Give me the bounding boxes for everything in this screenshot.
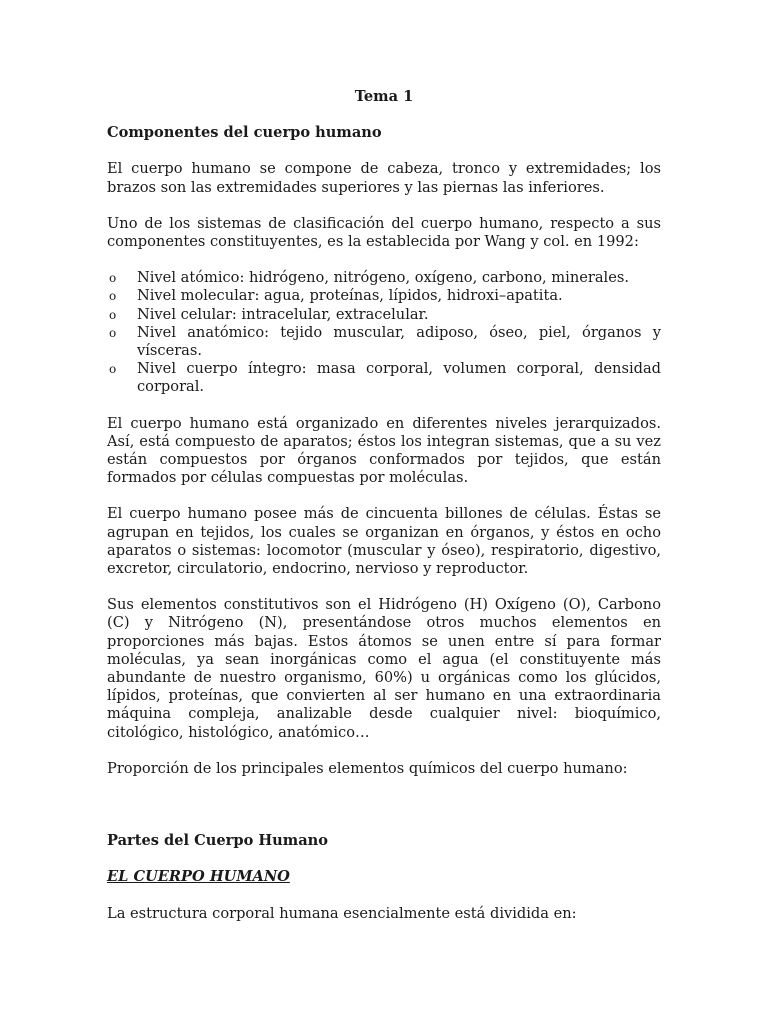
section-heading-parts: Partes del Cuerpo Humano — [107, 832, 329, 850]
section-heading-human-body: EL CUERPO HUMANO — [107, 868, 290, 886]
paragraph-classification: Uno de los sistemas de clasificación del cuerpo humano, respecto a sus componentes constituyentes, es la establecida por Wang y col. en 1992: — [107, 214, 661, 251]
document-title: Tema 1 — [354, 88, 414, 105]
paragraph-proportion: Proporción de los principales elementos químicos del cuerpo humano: — [107, 759, 628, 777]
levels-list — [107, 269, 661, 396]
paragraph-elements: Sus elementos constitutivos son el Hidrógeno (H) Oxígeno (O), Carbono (C) y Nitrógeno (N), presentándose otros muchos elementos en proporciones más bajas. Estos átomos se unen entre sí para formar moléculas, ya sean inorgánicas como el agua (el constituyente más abundante de nuestro organismo, 60%) u orgánicas como los glúcidos, lípidos, proteínas, que convierten al ser humano en una extraordinaria máquina compleja, analizable desde cualquier nivel: bioquímico, citológico, histológico, anatómico… — [107, 596, 661, 741]
document-page — [107, 88, 661, 941]
list-item: o Nivel cuerpo íntegro: masa corporal, volumen corporal, densidad corporal. — [107, 360, 661, 396]
paragraph-body-parts: El cuerpo humano se compone de cabeza, tronco y extremidades; los brazos son las extremidades superiores y las piernas las inferiores. — [107, 160, 661, 196]
paragraph-hierarchy: El cuerpo humano está organizado en diferentes niveles jerarquizados. Así, está compuesto de aparatos; éstos los integran sistemas, que a su vez están compuestos por órganos conformados por tejidos, que están formados por células compuestas por moléculas. — [107, 414, 661, 487]
paragraph-cells: El cuerpo humano posee más de cincuenta billones de células. Éstas se agrupan en tejidos, los cuales se organizan en órganos, y éstos en ocho aparatos o sistemas: locomotor (muscular y óseo), respiratorio, digestivo, excretor, circulatorio, endocrino, nervioso y reproductor. — [107, 505, 661, 578]
paragraph-structure: La estructura corporal humana esencialmente está dividida en: — [107, 904, 577, 922]
list-item: o Nivel celular: intracelular, extracelular. — [107, 306, 661, 324]
spacer — [107, 796, 661, 832]
list-item: o Nivel molecular: agua, proteínas, lípidos, hidroxi–apatita. — [107, 287, 661, 305]
list-item: o Nivel atómico: hidrógeno, nitrógeno, oxígeno, carbono, minerales. — [107, 269, 661, 287]
list-item: o Nivel anatómico: tejido muscular, adiposo, óseo, piel, órganos y vísceras. — [107, 324, 661, 360]
section-heading-components: Componentes del cuerpo humano — [107, 124, 382, 142]
